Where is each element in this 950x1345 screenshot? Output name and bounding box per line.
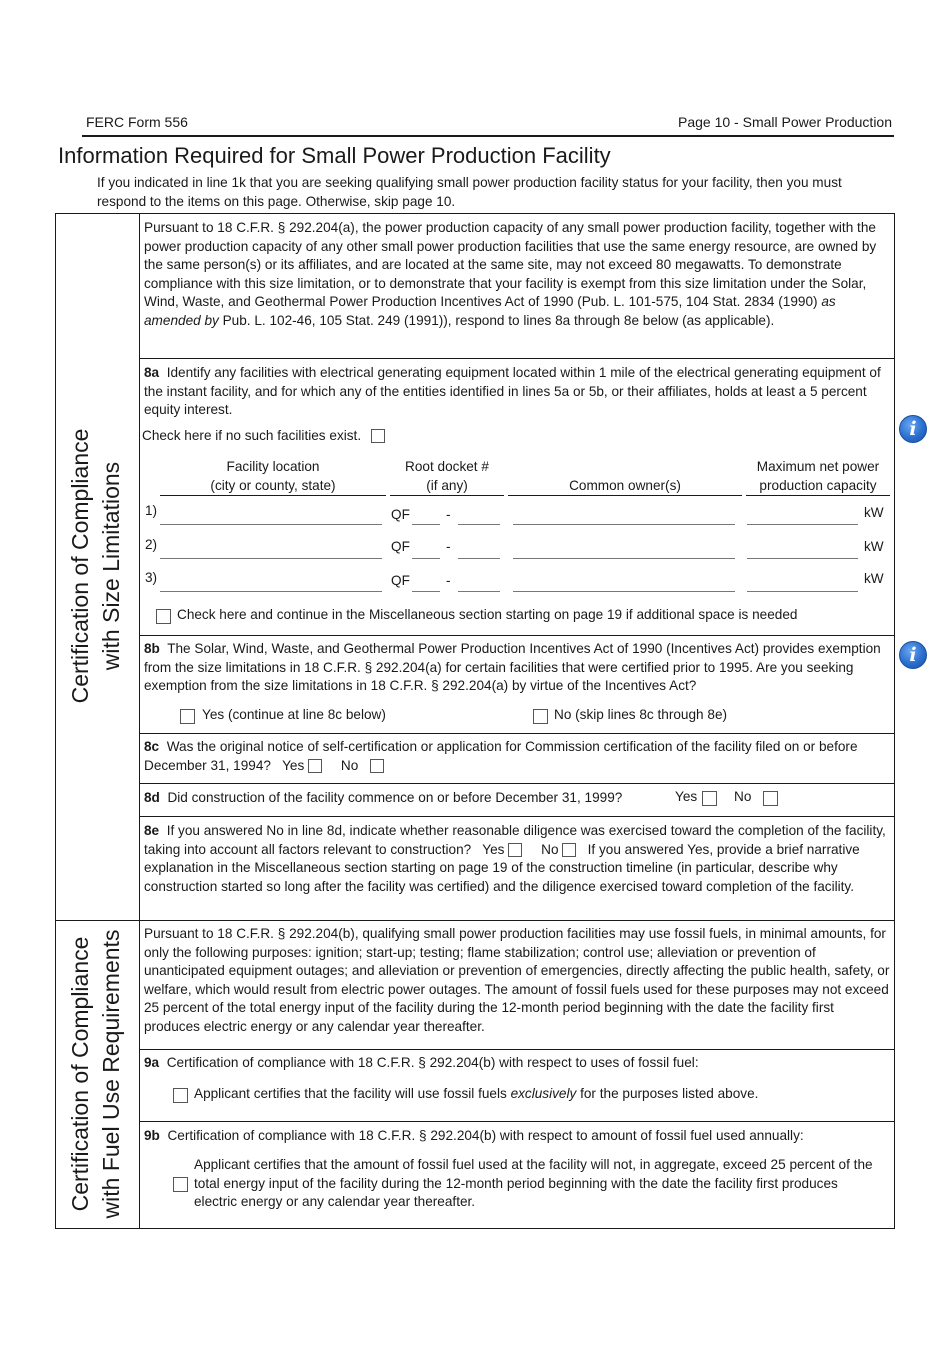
question-9a: 9a Certification of compliance with 18 C.F.R. § 292.204(b) with respect to uses of fossil fuel: (144, 1055, 699, 1070)
9b-certify-label: Applicant certifies that the amount of fossil fuel used at the facility will not, in aggregate, exceed 25 percent of the total energy input of the facility during the 12-month period beginning with the date the facility first produces electric energy or any calendar year thereafter. (194, 1157, 873, 1210)
header-rule (82, 135, 894, 137)
facility-location-input[interactable] (160, 558, 382, 559)
size-limitation-intro: Pursuant to 18 C.F.R. § 292.204(a), the power production capacity of any small power production facility, together with the power production capacity of any other small power production facilities that use the same energy resource, are owned by the same person(s) or its affiliates, and are located at the same site, may not exceed 80 megawatts. To demonstrate compliance with this size limitation, or to demonstrate that your facility is exempt from this size limitation under the Solar, Wind, Waste, and Geothermal Power Production Incentives Act of 1990 (Pub. L. 101-575, 104 Stat. 2834 (1990) as amended by Pub. L. 102-46, 105 Stat. 249 (1991)), respond to lines 8a through 8e below (as applicable). (144, 220, 877, 328)
divider-8e (139, 816, 894, 817)
exemption-no-label: No (skip lines 8c through 8e) (554, 707, 728, 722)
column-facility-location: Facility location (city or county, state) (210, 459, 336, 493)
capacity-input[interactable] (747, 591, 858, 592)
divider-9a (139, 1049, 894, 1050)
column-common-owner: Common owner(s) (569, 478, 681, 493)
page-label: Page 10 - Small Power Production (678, 114, 892, 130)
9a-certify-label: Applicant certifies that the facility will use fossil fuels exclusively for the purposes listed above. (194, 1086, 759, 1101)
common-owner-input[interactable] (513, 524, 735, 525)
page-intro: If you indicated in line 1k that you are seeking qualifying small power production facility status for your facility, then you must respond to the items on this page. Otherwise, skip page 10. (97, 175, 842, 209)
label-column-divider (139, 213, 140, 1228)
exemption-no-checkbox[interactable] (533, 709, 548, 724)
9b-certify-checkbox[interactable] (173, 1177, 188, 1192)
8d-yes-checkbox[interactable] (702, 791, 717, 806)
question-8a: 8a Identify any facilities with electrical generating equipment located within 1 mile of the electrical generating equipment of the instant facility, and for which any of the entities identified in lines 5a or 5b, or their affiliates, holds at least a 5 percent equity interest. (144, 365, 881, 418)
facility-location-input[interactable] (160, 591, 382, 592)
docket-prefix-input[interactable] (412, 591, 440, 592)
8d-yes-label: Yes (675, 789, 698, 804)
question-8d: 8d Did construction of the facility commence on or before December 31, 1999? (144, 790, 623, 805)
capacity-input[interactable] (747, 524, 858, 525)
question-9b: 9b Certification of compliance with 18 C.F.R. § 292.204(b) with respect to amount of fossil fuel used annually: (144, 1128, 804, 1143)
docket-prefix-input[interactable] (412, 524, 440, 525)
facility-row-3: 3) QF - kW (0, 569, 950, 599)
docket-prefix-input[interactable] (412, 558, 440, 559)
exemption-yes-label: Yes (continue at line 8c below) (202, 707, 386, 722)
header-rule-owner (508, 495, 742, 496)
question-8b: 8b The Solar, Wind, Waste, and Geothermal Power Production Incentives Act of 1990 (Incentives Act) provides exemption from the size limitations in 18 C.F.R. § 292.204(a) for certain facilities that were certified prior to 1995. Are you seeking exemption from the size limitations in 18 C.F.R. § 292.204(a) by virtue of the Incentives Act? (144, 641, 881, 694)
column-root-docket: Root docket # (if any) (405, 459, 489, 493)
page-title: Information Required for Small Power Production Facility (58, 143, 611, 168)
no-facilities-row: Check here if no such facilities exist. (142, 427, 385, 446)
divider-8b (139, 635, 894, 636)
facility-row-1: 1) QF - kW (0, 502, 950, 532)
facility-location-input[interactable] (160, 524, 382, 525)
divider-9b (139, 1121, 894, 1122)
facility-row-2: 2) QF - kW (0, 536, 950, 566)
8d-no-checkbox[interactable] (763, 791, 778, 806)
exemption-yes-checkbox[interactable] (180, 709, 195, 724)
common-owner-input[interactable] (513, 591, 735, 592)
question-8e: 8e If you answered No in line 8d, indicate whether reasonable diligence was exercised toward the completion of the facility, taking into account all factors relevant to construction? Yes No If you answered Yes, provide a brief narrative explanation in the Miscellaneous section starting on page 19 of the construction timeline (in particular, describe why construction started so long after the facility was certified) and the diligence exercised toward completion of the facility. (144, 823, 886, 894)
divider-8a (139, 358, 894, 359)
docket-number-input[interactable] (458, 591, 500, 592)
8e-yes-checkbox[interactable] (508, 843, 522, 857)
9a-certify-checkbox[interactable] (173, 1088, 188, 1103)
additional-space-label: Check here and continue in the Miscellaneous section starting on page 19 if additional space is needed (177, 607, 798, 622)
question-8c: 8c Was the original notice of self-certification or application for Commission certification of the facility filed on or before December 31, 1994? Yes No (144, 739, 858, 773)
8c-yes-checkbox[interactable] (308, 759, 322, 773)
no-facilities-checkbox[interactable] (371, 429, 385, 443)
header-rule-location (160, 495, 386, 496)
additional-space-checkbox[interactable] (156, 609, 171, 624)
info-icon[interactable]: i (899, 415, 927, 443)
header-rule-capacity (746, 495, 890, 496)
section-label-fuel: Certification of Compliance with Fuel Use Requirements (67, 929, 124, 1219)
8e-no-checkbox[interactable] (562, 843, 576, 857)
column-max-capacity: Maximum net power production capacity (756, 459, 880, 493)
docket-number-input[interactable] (458, 558, 500, 559)
header-rule-docket (390, 495, 504, 496)
section-divider (55, 920, 894, 921)
section-label-size: Certification of Compliance with Size Limitations (67, 428, 124, 704)
8c-no-checkbox[interactable] (370, 759, 384, 773)
common-owner-input[interactable] (513, 558, 735, 559)
capacity-input[interactable] (747, 558, 858, 559)
divider-8c (139, 733, 894, 734)
divider-8d (139, 783, 894, 784)
docket-number-input[interactable] (458, 524, 500, 525)
8d-no-label: No (734, 789, 752, 804)
info-icon[interactable]: i (899, 641, 927, 669)
fuel-use-intro: Pursuant to 18 C.F.R. § 292.204(b), qualifying small power production facilities may use fossil fuels, in minimal amounts, for only the following purposes: ignition; start-up; testing; flame stabilization; control use; alleviation or prevention of unanticipated equipment outages; and alleviation or prevention of emergencies, directly affecting the public health, safety, or welfare, which would result from electric power outages. The amount of fossil fuels used for these purposes may not exceed 25 percent of the total energy input of the facility during the 12-month period beginning with the date the facility first produces electric energy or any calendar year thereafter. (144, 926, 890, 1034)
form-number: FERC Form 556 (86, 114, 188, 130)
